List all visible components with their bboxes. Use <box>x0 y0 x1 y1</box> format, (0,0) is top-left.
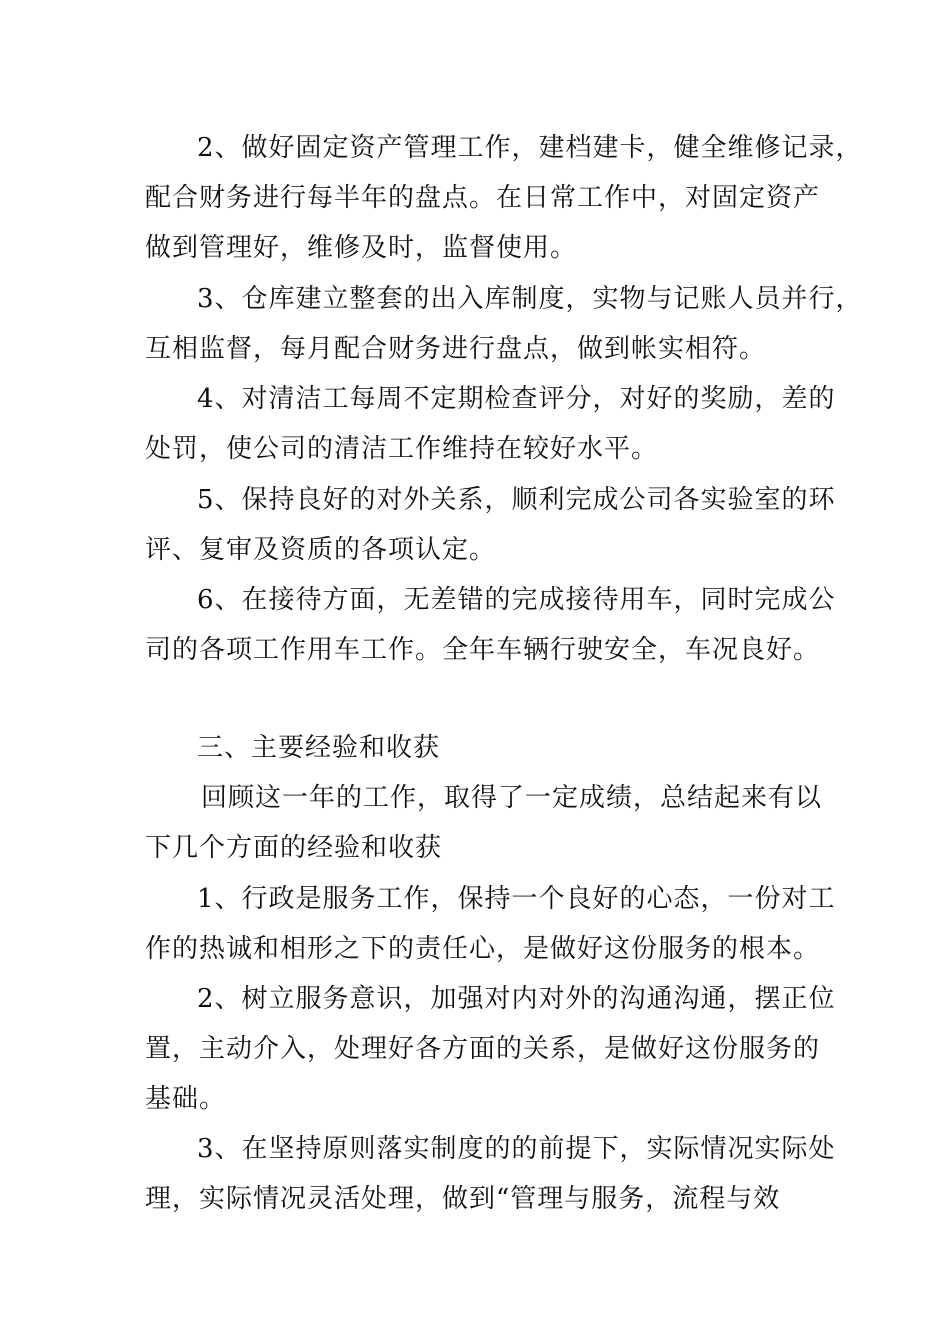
text-line-19: 基础。 <box>145 1084 227 1114</box>
text-line-2: 配合财务进行每半年的盘点。在日常工作中，对固定资产 <box>145 183 821 213</box>
text-line-20: 3、在坚持原则落实制度的的前提下，实际情况实际处 <box>197 1134 836 1164</box>
section-heading: 三、主要经验和收获 <box>197 733 441 763</box>
text-line-21: 理，实际情况灵活处理，做到“管理与服务，流程与效 <box>145 1184 781 1214</box>
text-line-1: 2、做好固定资产管理工作，建档建卡，健全维修记录， <box>197 133 863 163</box>
text-line-5: 互相监督，每月配合财务进行盘点，做到帐实相符。 <box>145 334 767 364</box>
text-line-7: 处罚，使公司的清洁工作维持在较好水平。 <box>145 434 659 464</box>
text-line-14: 下几个方面的经验和收获 <box>145 833 443 863</box>
text-line-11: 司的各项工作用车工作。全年车辆行驶安全，车况良好。 <box>145 635 821 665</box>
text-line-17: 2、树立服务意识，加强对内对外的沟通沟通，摆正位 <box>197 984 836 1014</box>
text-line-6: 4、对清洁工每周不定期检查评分，对好的奖励，差的 <box>197 384 836 414</box>
text-line-4: 3、仓库建立整套的出入库制度，实物与记账人员并行， <box>197 284 863 314</box>
text-line-16: 作的热诚和相形之下的责任心，是做好这份服务的根本。 <box>145 934 821 964</box>
text-line-3: 做到管理好，维修及时，监督使用。 <box>145 233 578 263</box>
text-line-18: 置，主动介入，处理好各方面的关系，是做好这份服务的 <box>145 1034 821 1064</box>
text-line-13: 回顾这一年的工作，取得了一定成绩，总结起来有以 <box>201 783 823 813</box>
text-line-9: 评、复审及资质的各项认定。 <box>145 535 497 565</box>
text-line-8: 5、保持良好的对外关系，顺利完成公司各实验室的环 <box>197 485 836 515</box>
text-line-15: 1、行政是服务工作，保持一个良好的心态，一份对工 <box>197 884 836 914</box>
text-line-10: 6、在接待方面，无差错的完成接待用车，同时完成公 <box>197 585 836 615</box>
